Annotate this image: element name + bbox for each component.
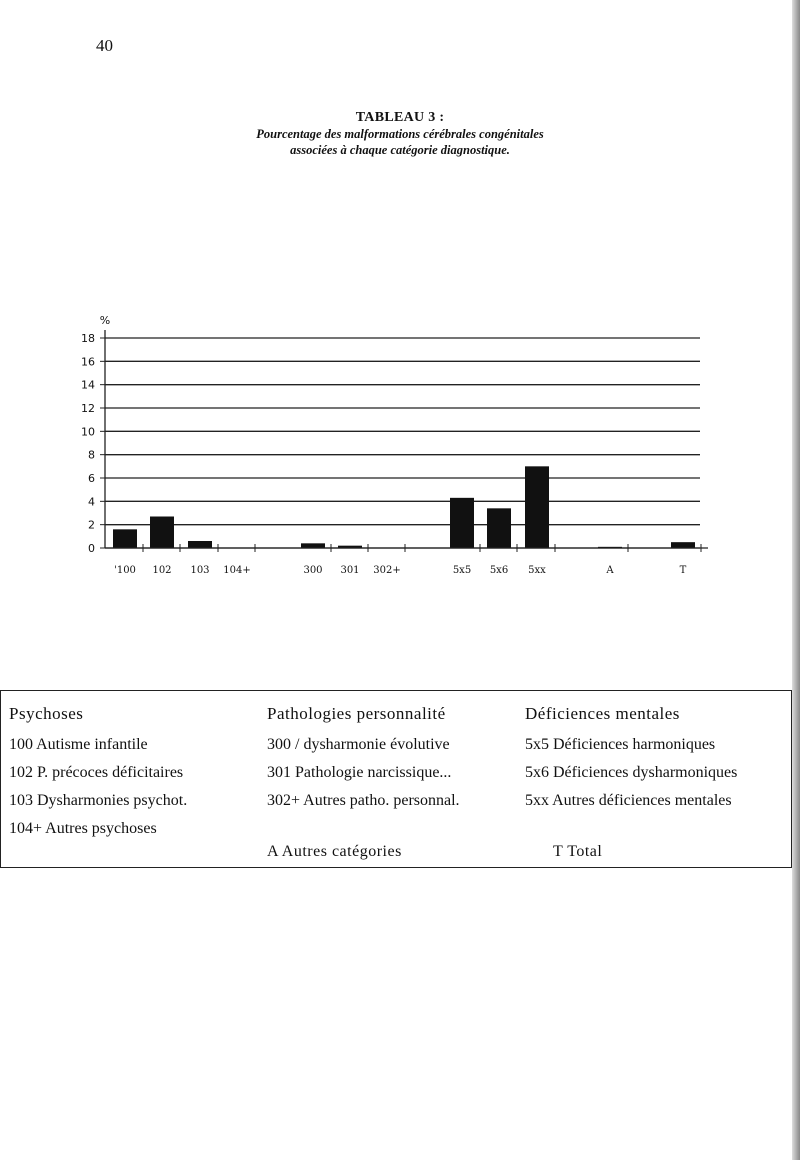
legend-column-deficiences — [525, 697, 737, 815]
table-title: TABLEAU 3 : — [355, 110, 445, 125]
x-tick-label: 301 — [340, 565, 360, 576]
y-tick-label: 18 — [81, 332, 95, 345]
legend-item: 301 Pathologie narcissique... — [267, 764, 452, 781]
y-tick-label: 12 — [81, 402, 95, 415]
bar-103 — [188, 541, 212, 548]
x-tick-label: 5x5 — [452, 565, 472, 576]
legend-header: Psychoses — [9, 704, 84, 723]
x-tick-label: 5x6 — [489, 565, 509, 576]
y-axis-label: % — [99, 314, 111, 327]
y-tick-label: 6 — [88, 472, 95, 485]
legend-column-personnalite — [267, 697, 460, 815]
chart-grid — [105, 338, 700, 548]
x-tick-label: 103 — [190, 565, 210, 576]
bar-102 — [150, 517, 174, 549]
y-tick-label: 4 — [88, 495, 95, 509]
bar-T — [671, 542, 695, 548]
legend-other-categories: A Autres catégories — [267, 843, 402, 860]
page-edge-shadow — [792, 0, 800, 1160]
x-tick-label: 102 — [152, 565, 172, 576]
legend-total: T Total — [553, 843, 603, 860]
legend-box — [0, 690, 792, 868]
legend-item: 5x6 Déficiences dysharmoniques — [525, 764, 738, 781]
title-block — [200, 110, 600, 158]
legend-item: 5xx Autres déficiences mentales — [525, 792, 732, 809]
x-tick-label: 302+ — [373, 565, 401, 576]
y-tick-label: 0 — [88, 542, 95, 555]
y-tick-label: 2 — [88, 518, 95, 532]
x-tick-label: 300 — [303, 565, 323, 576]
bar-300 — [301, 543, 325, 548]
bar-5xx — [525, 466, 549, 548]
legend-header: Pathologies personnalité — [267, 704, 446, 723]
bar-5x5 — [450, 498, 474, 548]
y-tick-label: 10 — [81, 425, 95, 439]
x-tick-label: 5xx — [528, 565, 546, 576]
legend-item: 5x5 Déficiences harmoniques — [525, 736, 716, 753]
x-tick-label: T — [679, 565, 687, 576]
bar-5x6 — [487, 508, 511, 548]
legend-column-psychoses — [9, 697, 187, 843]
y-tick-label: 14 — [81, 378, 95, 392]
y-tick-label: 16 — [81, 355, 95, 369]
table-subtitle-line2: associées à chaque catégorie diagnostique. — [290, 143, 510, 157]
legend-item: 103 Dysharmonies psychot. — [9, 792, 188, 809]
legend-item: 104+ Autres psychoses — [9, 820, 157, 837]
table-subtitle-line1: Pourcentage des malformations cérébrales congénitales — [256, 127, 544, 141]
x-tick-label: A — [606, 565, 614, 576]
legend-item: 100 Autisme infantile — [9, 736, 148, 753]
legend-item: 102 P. précoces déficitaires — [9, 764, 184, 781]
page-number: 40 — [96, 36, 113, 55]
bar-chart — [0, 300, 800, 600]
legend-item: 300 / dysharmonie évolutive — [267, 736, 450, 753]
legend-item: 302+ Autres patho. personnal. — [267, 792, 460, 809]
x-tick-label: 104+ — [223, 565, 251, 576]
bar-'100 — [113, 529, 137, 548]
y-tick-label: 8 — [88, 448, 95, 462]
x-tick-label: '100 — [114, 565, 136, 576]
legend-header: Déficiences mentales — [525, 704, 680, 723]
chart-axes — [81, 314, 708, 576]
